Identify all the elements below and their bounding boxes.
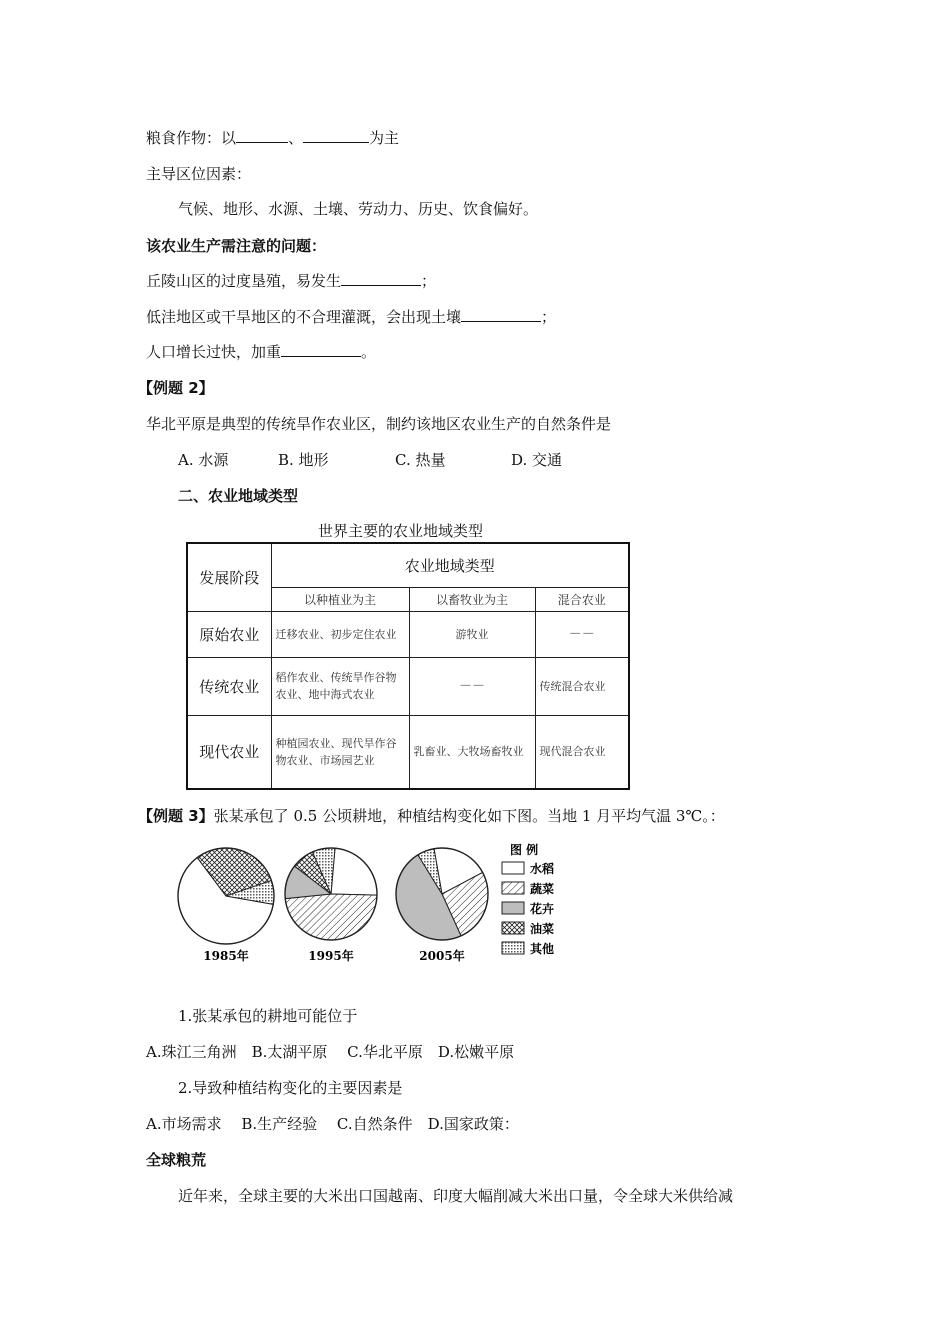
sub-header-planting: 以种植业为主: [271, 587, 409, 611]
famine-title: 全球粮荒: [146, 1151, 207, 1169]
location-factors: 气候、地形、水源、土壤、劳动力、历史、饮食偏好。: [178, 200, 539, 218]
stage-header: 发展阶段: [187, 543, 271, 611]
example3-tail: ：: [709, 807, 725, 825]
option-c[interactable]: C. 热量: [395, 451, 446, 469]
problem-2-text: 低洼地区或干旱地区的不合理灌溉，会出现土壤: [146, 308, 462, 326]
sub-header-mixed: 混合农业: [535, 587, 629, 611]
stage-cell: 原始农业: [187, 611, 271, 657]
location-factor-title: 主导区位因素：: [146, 165, 252, 183]
q1-text: 1.张某承包的耕地可能位于: [178, 1007, 358, 1025]
legend-swatch: [502, 902, 524, 914]
problem-2: [146, 307, 556, 327]
problem-1: [146, 271, 436, 291]
example3-title: 【例题 3】: [138, 807, 214, 825]
pie-year-label: 1995年: [308, 949, 354, 963]
answer-blank[interactable]: [341, 271, 421, 286]
legend-title: 图 例: [510, 843, 539, 857]
table-cell: 游牧业: [409, 611, 535, 657]
section2-title: 二、农业地域类型: [178, 487, 299, 505]
problem-3: [146, 342, 376, 362]
option-b[interactable]: B. 地形: [278, 451, 329, 469]
example3-text: 张某承包了 0.5 公顷耕地，种植结构变化如下图。当地 1 月平均气温 3℃。: [213, 807, 710, 825]
pie-year-label: 1985年: [203, 949, 249, 963]
legend-label: 蔬菜: [530, 882, 555, 896]
answer-blank[interactable]: [236, 128, 288, 143]
legend-swatch: [502, 942, 524, 954]
separator: 、: [288, 129, 304, 147]
answer-blank[interactable]: [303, 128, 369, 143]
table-row: [187, 657, 629, 715]
option-d[interactable]: D. 交通: [511, 451, 563, 469]
pie-year-label: 2005年: [419, 949, 465, 963]
pie-slice-2-2: [285, 894, 377, 940]
answer-blank[interactable]: [281, 342, 361, 357]
stage-cell: 传统农业: [187, 657, 271, 715]
table-cell: 乳畜业、大牧场畜牧业: [409, 715, 535, 789]
q2-options[interactable]: A.市场需求 B.生产经验 C.自然条件 D.国家政策：: [146, 1115, 519, 1133]
table-row: [187, 611, 629, 657]
example2-question: 华北平原是典型的传统旱作农业区，制约该地区农业生产的自然条件是: [146, 415, 612, 433]
legend-swatch: [502, 882, 524, 894]
legend-label: 花卉: [530, 902, 555, 916]
example3-line: [138, 806, 725, 826]
agriculture-type-table: [186, 542, 630, 790]
legend-label: 水稻: [530, 862, 555, 876]
option-a[interactable]: A. 水源: [178, 451, 229, 469]
legend-swatch: [502, 862, 524, 874]
table-cell: 传统混合农业: [535, 657, 629, 715]
table-cell: 稻作农业、传统旱作谷物农业、地中海式农业: [271, 657, 409, 715]
answer-blank[interactable]: [461, 307, 541, 322]
punct: ；: [541, 308, 557, 326]
table-row: [187, 715, 629, 789]
grain-crops-line: [146, 128, 399, 148]
problem-3-text: 人口增长过快，加重: [146, 343, 282, 361]
table-cell: 现代混合农业: [535, 715, 629, 789]
punct: 。: [361, 343, 377, 361]
pie-charts: [172, 840, 572, 968]
table-cell: 种植园农业、现代旱作谷物农业、市场园艺业: [271, 715, 409, 789]
type-header: 农业地域类型: [271, 543, 629, 587]
q2-text: 2.导致种植结构变化的主要因素是: [178, 1079, 403, 1097]
table-cell: －－: [409, 657, 535, 715]
legend-label: 其他: [530, 942, 555, 956]
stage-cell: 现代农业: [187, 715, 271, 789]
punct: ；: [421, 272, 437, 290]
famine-text: 近年来，全球主要的大米出口国越南、印度大幅削减大米出口量，令全球大米供给减: [178, 1187, 734, 1205]
legend-swatch: [502, 922, 524, 934]
table-cell: －－: [535, 611, 629, 657]
table-title: 世界主要的农业地域类型: [318, 522, 484, 540]
sub-header-livestock: 以畜牧业为主: [409, 587, 535, 611]
table-cell: 迁移农业、初步定住农业: [271, 611, 409, 657]
problems-title: 该农业生产需注意的问题：: [146, 237, 327, 255]
problem-1-text: 丘陵山区的过度垦殖，易发生: [146, 272, 342, 290]
pie-slice-2-1: [331, 848, 377, 895]
example2-title: 【例题 2】: [138, 379, 214, 397]
legend-label: 油菜: [530, 922, 555, 936]
grain-label: 粮食作物：以: [146, 129, 237, 147]
q1-options[interactable]: A.珠江三角洲 B.太湖平原 C.华北平原 D.松嫩平原: [146, 1043, 515, 1061]
grain-suffix: 为主: [369, 129, 400, 147]
